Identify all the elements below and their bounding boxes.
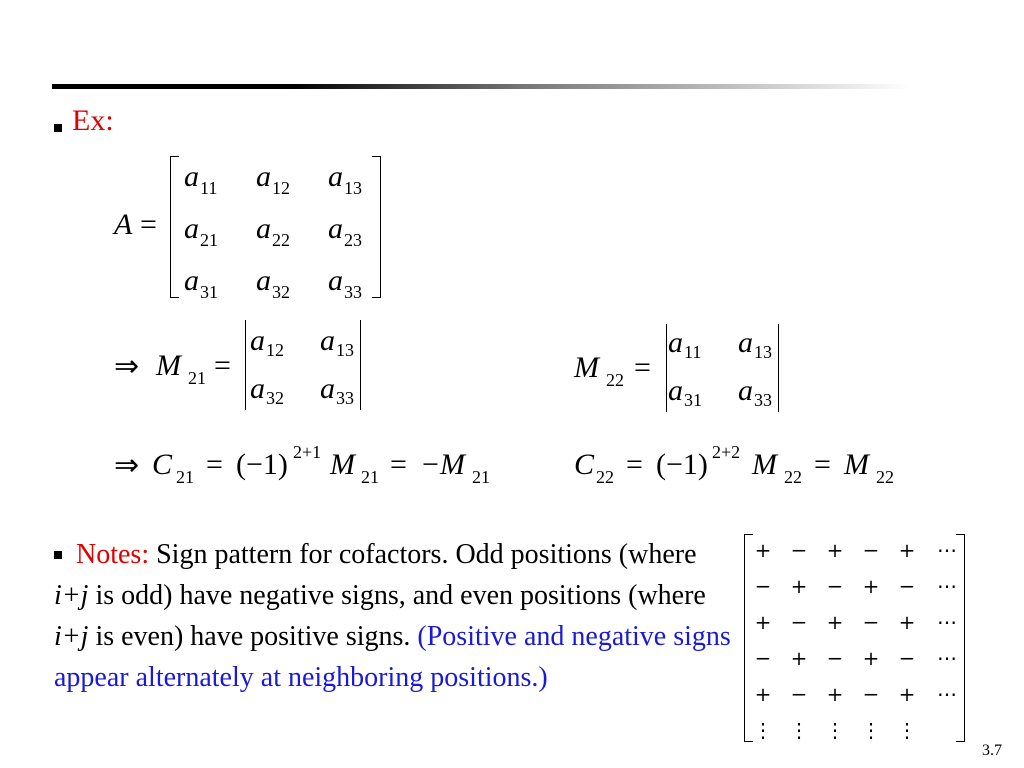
sign-cell: − (826, 646, 844, 670)
title-rule (52, 84, 912, 89)
notes-text-2: is odd) have negative signs, and even positions (where (88, 580, 706, 611)
m22-entry-subscript: 11 (684, 342, 702, 362)
sign-cell: − (862, 610, 880, 634)
m21-entry-subscript: 13 (336, 340, 354, 360)
sign-cell: ⋮ (861, 718, 881, 742)
notes-ij-2: i+j (54, 621, 89, 652)
c21-base: (−1) (236, 448, 288, 481)
sign-cell: − (862, 538, 880, 562)
c22-base: (−1) (656, 448, 708, 481)
m22-entry-symbol: a (738, 326, 753, 359)
c21-equals-1: = (206, 448, 223, 481)
c21-rhs-sign: − (422, 448, 439, 481)
sign-cell: ⋯ (937, 538, 957, 562)
matrix-a-entry-subscript: 32 (272, 282, 290, 302)
m21-subscript: 21 (188, 368, 206, 388)
matrix-a-entry-subscript: 23 (344, 230, 362, 250)
m21-entry-subscript: 32 (266, 388, 284, 408)
sign-matrix-left-bracket (744, 534, 753, 742)
c22-exponent: 2+2 (712, 442, 741, 462)
m22-symbol: M (574, 351, 599, 384)
sign-cell: ⋯ (937, 682, 957, 706)
sign-cell: + (898, 682, 916, 706)
m21-right-bar (360, 320, 361, 410)
matrix-a-equals: = (140, 208, 157, 241)
c22-rhs-symbol: M (844, 448, 869, 481)
matrix-a-entry-symbol: a (184, 160, 199, 193)
c22-rhs-subscript: 22 (876, 467, 894, 487)
matrix-a-entry-subscript: 31 (200, 282, 218, 302)
matrix-a-entry-subscript: 21 (200, 230, 218, 250)
sign-cell: − (754, 646, 772, 670)
sign-cell: + (790, 574, 808, 598)
m21-entry-symbol: a (320, 372, 335, 405)
sign-cell: ⋮ (825, 718, 845, 742)
notes-text-3: is even) have positive signs. (88, 621, 418, 652)
m21-entry-symbol: a (320, 324, 335, 357)
c22-m-subscript: 22 (784, 467, 802, 487)
matrix-a-entry-symbol: a (256, 212, 271, 245)
sign-matrix-right-bracket (956, 534, 965, 742)
matrix-a-entry-symbol: a (328, 160, 343, 193)
sign-cell: ⋯ (937, 646, 957, 670)
bullet-ex (54, 124, 62, 132)
sign-cell: − (898, 574, 916, 598)
sign-cell: + (826, 610, 844, 634)
matrix-a-entry-symbol: a (328, 212, 343, 245)
sign-cell: − (826, 574, 844, 598)
matrix-a-name: A (114, 208, 133, 241)
sign-cell: + (898, 610, 916, 634)
m21-entry-symbol: a (250, 372, 265, 405)
m21-entry-subscript: 12 (266, 340, 284, 360)
sign-cell: − (862, 682, 880, 706)
notes-paragraph (54, 534, 734, 698)
c22-symbol: C (574, 448, 595, 481)
m22-equals: = (634, 351, 651, 384)
m22-entry-subscript: 33 (754, 390, 772, 410)
sign-cell: ⋯ (937, 574, 957, 598)
c21-m-symbol: M (330, 448, 355, 481)
m21-implies: ⇒ (114, 350, 140, 383)
matrix-a-left-bracket (170, 156, 179, 298)
matrix-a-right-bracket (372, 156, 381, 298)
c21-equals-2: = (390, 448, 407, 481)
c22-equals-2: = (814, 448, 831, 481)
notes-blue-text: (Positive and negative signs appear alternately at neighboring positions.) (54, 621, 731, 693)
sign-cell: + (898, 538, 916, 562)
m22-entry-subscript: 13 (754, 342, 772, 362)
sign-cell: ⋯ (937, 610, 957, 634)
matrix-a-entry-subscript: 11 (200, 178, 218, 198)
sign-cell: + (754, 538, 772, 562)
m22-entry-subscript: 31 (684, 390, 702, 410)
c21-m-subscript: 21 (361, 467, 379, 487)
m22-left-bar (666, 324, 667, 412)
m21-equals: = (214, 349, 231, 382)
matrix-a-entry-subscript: 33 (344, 282, 362, 302)
sign-cell: + (754, 682, 772, 706)
matrix-a-entry-subscript: 13 (344, 178, 362, 198)
sign-cell: − (790, 682, 808, 706)
m21-entry-subscript: 33 (336, 388, 354, 408)
matrix-a-entry-symbol: a (184, 212, 199, 245)
sign-cell: + (826, 538, 844, 562)
matrix-a-entry-symbol: a (328, 264, 343, 297)
sign-cell: ⋮ (753, 718, 773, 742)
matrix-a-entry-symbol: a (256, 264, 271, 297)
notes-ij-1: i+j (54, 580, 89, 611)
c21-subscript: 21 (176, 467, 194, 487)
matrix-a-entry-symbol: a (184, 264, 199, 297)
m22-subscript: 22 (606, 370, 624, 390)
c22-equals-1: = (626, 448, 643, 481)
m22-entry-symbol: a (668, 374, 683, 407)
sign-cell: + (790, 646, 808, 670)
sign-cell: − (790, 538, 808, 562)
sign-cell: − (790, 610, 808, 634)
ex-label: Ex: (72, 104, 114, 137)
sign-cell: − (898, 646, 916, 670)
c21-rhs-subscript: 21 (472, 467, 490, 487)
sign-cell: ⋮ (897, 718, 917, 742)
sign-cell: − (754, 574, 772, 598)
m21-entry-symbol: a (250, 324, 265, 357)
sign-cell: + (754, 610, 772, 634)
notes-label: Notes: (76, 539, 150, 570)
c22-m-symbol: M (752, 448, 777, 481)
matrix-a-entry-subscript: 12 (272, 178, 290, 198)
matrix-a-entry-subscript: 22 (272, 230, 290, 250)
m22-right-bar (778, 324, 779, 412)
m22-entry-symbol: a (668, 326, 683, 359)
m22-entry-symbol: a (738, 374, 753, 407)
c21-exponent: 2+1 (293, 442, 322, 462)
c22-subscript: 22 (596, 467, 614, 487)
m21-symbol: M (156, 349, 181, 382)
c21-symbol: C (152, 448, 173, 481)
page-number: 3.7 (982, 742, 1002, 759)
sign-cell: + (862, 574, 880, 598)
c21-implies: ⇒ (114, 449, 140, 482)
notes-text-1: Sign pattern for cofactors. Odd positions (where (149, 539, 697, 570)
c21-rhs-symbol: M (440, 448, 465, 481)
m21-left-bar (245, 320, 246, 410)
sign-cell: ⋮ (789, 718, 809, 742)
matrix-a-entry-symbol: a (256, 160, 271, 193)
sign-cell: + (862, 646, 880, 670)
sign-cell: + (826, 682, 844, 706)
